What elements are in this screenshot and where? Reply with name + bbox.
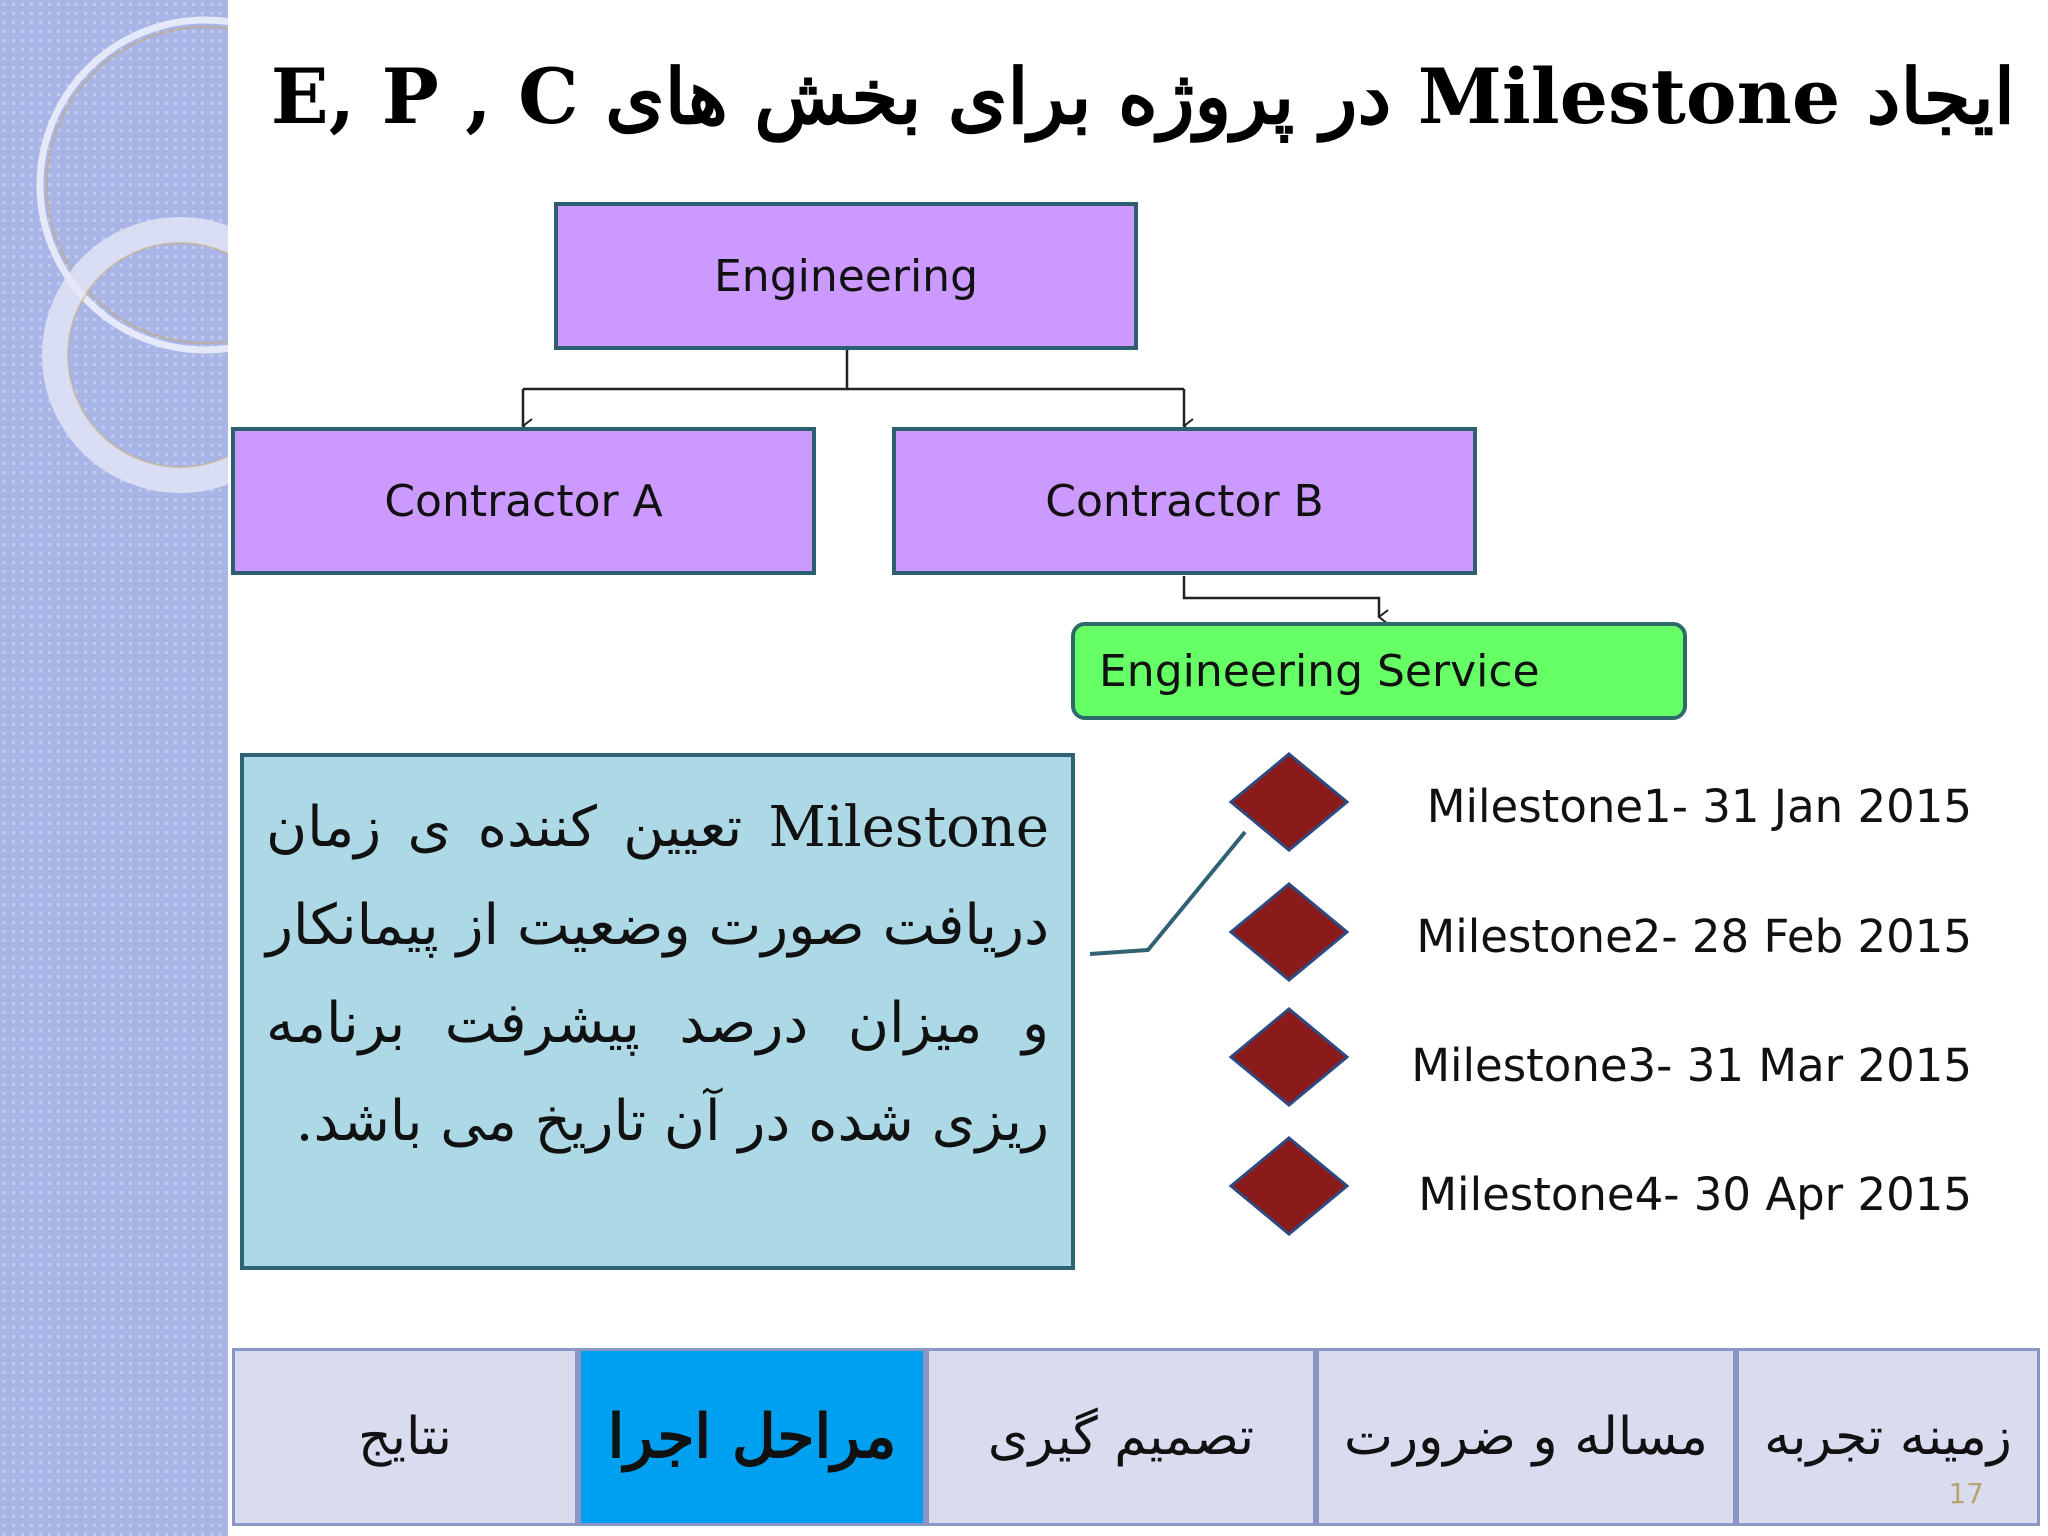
arrow-to-engineering-service: [1184, 576, 1379, 617]
milestone-description-box: [240, 753, 1075, 1270]
engineering-label: Engineering: [714, 250, 978, 302]
engineering-service-box: [1071, 622, 1687, 720]
nav-tab-problem[interactable]: مساله و ضرورت: [1316, 1348, 1736, 1526]
page-number: 17: [1948, 1477, 1984, 1510]
milestone-diamond-4: [1231, 1138, 1347, 1234]
milestone-label-2: Milestone2- 28 Feb 2015: [1416, 910, 1972, 963]
contractor-a-label: Contractor A: [384, 475, 663, 527]
nav-tab-background[interactable]: زمینه تجربه: [1736, 1348, 2040, 1526]
callout-line: [1090, 832, 1245, 954]
milestone-description-text: Milestone تعیین کننده ی زمان دریافت صورت وضعیت از پیمانکار و میزان درصد پیشرفت برنامه ریزی شده در آن تاریخ می باشد.: [266, 795, 1049, 1154]
milestone-diamonds: [1228, 752, 1350, 1242]
contractor-a-box: [231, 427, 816, 575]
contractor-b-label: Contractor B: [1045, 475, 1324, 527]
section-nav-bar: [232, 1348, 2040, 1526]
nav-tab-decision[interactable]: تصمیم گیری: [926, 1348, 1316, 1526]
milestone-label-1: Milestone1- 31 Jan 2015: [1426, 780, 1972, 833]
milestone-diamond-2: [1231, 884, 1347, 980]
contractor-b-box: [892, 427, 1477, 575]
milestone-diamond-1: [1231, 754, 1347, 850]
engineering-box: [554, 202, 1138, 350]
engineering-service-label: Engineering Service: [1099, 645, 1540, 697]
milestone-diamond-3: [1231, 1009, 1347, 1105]
page-title: ایجاد Milestone در پروژه برای بخش های E, P , C: [270, 52, 2015, 141]
milestone-label-4: Milestone4- 30 Apr 2015: [1418, 1168, 1972, 1221]
nav-tab-implementation-active[interactable]: مراحل اجرا: [578, 1348, 926, 1526]
nav-tab-results[interactable]: نتایج: [232, 1348, 578, 1526]
milestone-label-3: Milestone3- 31 Mar 2015: [1411, 1039, 1972, 1092]
